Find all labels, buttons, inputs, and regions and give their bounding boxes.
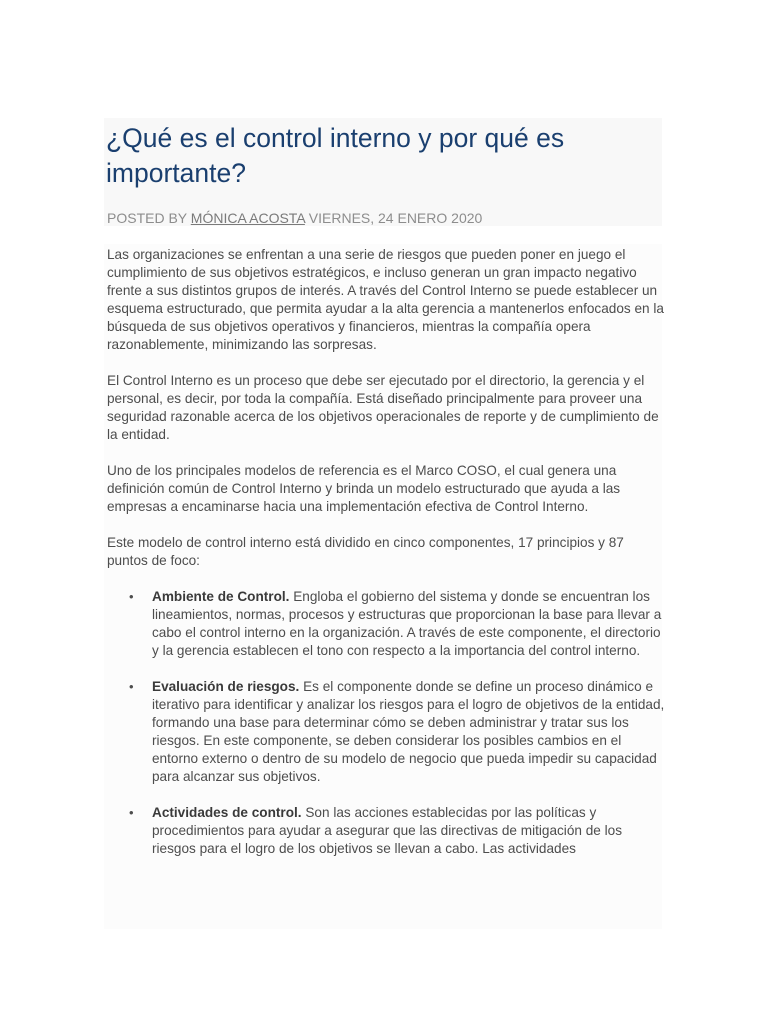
article-byline xyxy=(107,209,482,227)
article-content xyxy=(107,246,667,929)
paragraph: Este modelo de control interno está dividido en cinco componentes, 17 principios y 87 puntos de foco: xyxy=(107,535,624,568)
list-item-term: Evaluación de riesgos. xyxy=(152,679,300,694)
byline-posted-by: POSTED BY xyxy=(107,210,187,226)
components-list xyxy=(107,588,667,858)
list-item-text: Engloba el gobierno del sistema y donde se encuentran los lineamientos, normas, procesos y estructuras que proporcionan la base para llevar a cabo el control interno en la organización. A través de este componente, el directorio y la gerencia establecen el tono con respecto a la importancia del control interno. xyxy=(152,589,662,658)
bullet-icon: • xyxy=(129,805,134,820)
paragraph: El Control Interno es un proceso que debe ser ejecutado por el directorio, la gerencia y el personal, es decir, por toda la compañía. Está diseñado principalmente para proveer una seguridad razonable acerca de los objetivos operacionales de reporte y de cumplimiento de la entidad. xyxy=(107,373,659,442)
paragraph: Uno de los principales modelos de referencia es el Marco COSO, el cual genera una definición común de Control Interno y brinda un modelo estructurado que ayuda a las empresas a encaminarse hacia una implementación efectiva de Control Interno. xyxy=(107,463,621,514)
list-item-term: Ambiente de Control. xyxy=(152,589,290,604)
bullet-icon: • xyxy=(129,589,134,604)
list-item xyxy=(107,588,667,660)
list-item xyxy=(107,678,667,786)
list-item-text: Es el componente donde se define un proceso dinámico e iterativo para identificar y analizar los riesgos para el logro de objetivos de la entidad, formando una base para determinar cómo se deben administrar y tratar sus los riesgos. En este componente, se deben considerar los posibles cambios en el entorno externo o dentro de su modelo de negocio que pueda impedir su capacidad para alcanzar sus objetivos. xyxy=(152,679,665,784)
list-item xyxy=(107,804,667,858)
article-title: ¿Qué es el control interno y por qué es importante? xyxy=(106,123,565,188)
paragraph: Las organizaciones se enfrentan a una serie de riesgos que pueden poner en juego el cumplimiento de sus objetivos estratégicos, e incluso generan un gran impacto negativo frente a sus distintos grupos de interés. A través del Control Interno se puede establecer un esquema estructurado, que permita ayudar a la alta gerencia a mantenerlos enfocados en la búsqueda de sus objetivos operativos y financieros, mientras la compañía opera razonablemente, minimizando las sorpresas. xyxy=(107,247,664,352)
author-link[interactable]: MÓNICA ACOSTA xyxy=(190,210,305,226)
list-item-term: Actividades de control. xyxy=(152,805,302,820)
list-item-text: Son las acciones establecidas por las políticas y procedimientos para ayudar a asegurar que las directivas de mitigación de los riesgos para el logro de los objetivos se llevan a cabo. Las actividades xyxy=(152,805,622,856)
bullet-icon: • xyxy=(129,679,134,694)
byline-date: VIERNES, 24 ENERO 2020 xyxy=(308,210,483,226)
